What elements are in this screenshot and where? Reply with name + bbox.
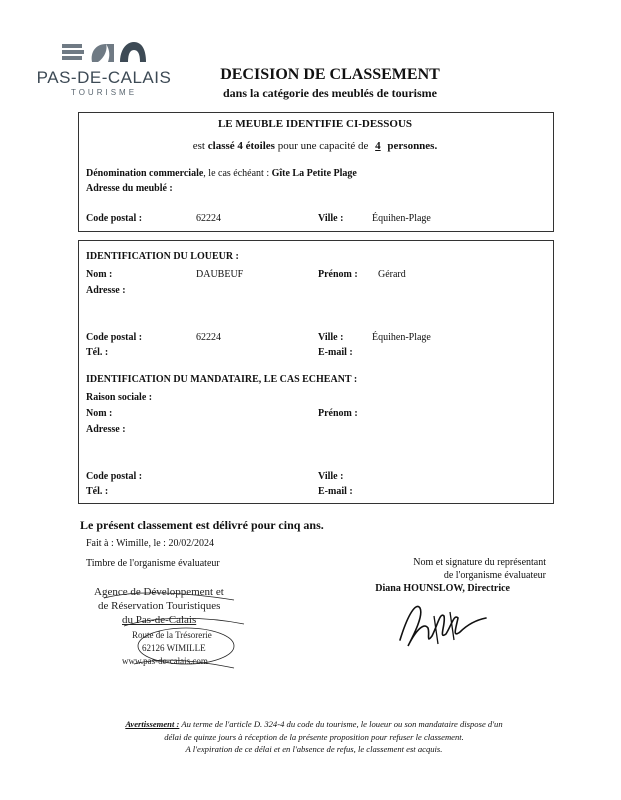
loueur-prenom-value: Gérard bbox=[378, 269, 406, 280]
loueur-nom-value: DAUBEUF bbox=[196, 269, 244, 280]
classement-mid: pour une capacité de bbox=[277, 140, 369, 152]
validity-statement: Le présent classement est délivré pour cinq ans. bbox=[80, 518, 324, 532]
mandataire-email-label: E-mail : bbox=[318, 486, 353, 497]
loueur-email-label: E-mail : bbox=[318, 347, 353, 358]
mandataire-code-postal-label: Code postal : bbox=[86, 471, 143, 482]
denomination-hint: , le cas échéant : bbox=[203, 168, 270, 179]
stamp-line-1: Agence de Développement et bbox=[94, 586, 224, 598]
mandataire-heading: IDENTIFICATION DU MANDATAIRE, LE CAS ECHEANT : bbox=[86, 374, 358, 385]
mandataire-adresse-label: Adresse : bbox=[86, 424, 126, 435]
meuble-code-postal-label: Code postal : bbox=[86, 213, 143, 224]
warning-notice bbox=[74, 718, 554, 756]
signature-caption-2: de l'organisme évaluateur bbox=[443, 570, 546, 581]
loueur-code-postal-value: 62224 bbox=[196, 332, 221, 343]
meuble-code-postal-value: 62224 bbox=[196, 213, 221, 224]
classement-prefix: est bbox=[192, 140, 205, 152]
logo-subtitle: TOURISME bbox=[70, 88, 138, 97]
loueur-adresse-label: Adresse : bbox=[86, 285, 126, 296]
denomination-label: Dénomination commerciale bbox=[86, 168, 204, 179]
classement-stars: classé 4 étoiles bbox=[207, 140, 275, 152]
denomination-line bbox=[86, 168, 546, 179]
warning-line-2: délai de quinze jours à réception de la présente proposition pour refuser le classement. bbox=[164, 731, 464, 742]
meuble-ville-value: Équihen-Plage bbox=[372, 213, 431, 224]
stamp-line-2: de Réservation Touristiques bbox=[98, 600, 221, 612]
mandataire-nom-label: Nom : bbox=[86, 408, 113, 419]
identification-section bbox=[78, 240, 554, 504]
meuble-heading: LE MEUBLE IDENTIFIE CI-DESSOUS bbox=[217, 118, 413, 130]
loueur-prenom-label: Prénom : bbox=[318, 269, 358, 280]
loueur-tel-label: Tél. : bbox=[86, 347, 109, 358]
loueur-nom-label: Nom : bbox=[86, 269, 113, 280]
signatory-name: Diana HOUNSLOW, Directrice bbox=[375, 583, 510, 594]
stamp-line-5: 62126 WIMILLE bbox=[142, 643, 206, 653]
classement-suffix: personnes. bbox=[387, 140, 438, 152]
stamp-line-4: Route de la Trésorerie bbox=[132, 630, 212, 640]
loueur-ville-label: Ville : bbox=[318, 332, 344, 343]
document-subtitle: dans la catégorie des meublés de tourisme bbox=[223, 86, 437, 100]
timbre-label: Timbre de l'organisme évaluateur bbox=[86, 558, 220, 569]
pas-de-calais-logo-icon bbox=[60, 40, 150, 66]
meuble-ville-label: Ville : bbox=[318, 213, 344, 224]
organisation-stamp bbox=[94, 586, 264, 680]
mandataire-tel-label: Tél. : bbox=[86, 486, 109, 497]
classement-line bbox=[78, 140, 552, 152]
fait-a-line: Fait à : Wimille, le : 20/02/2024 bbox=[86, 538, 215, 549]
logo-name: PAS-DE-CALAIS bbox=[36, 68, 172, 87]
loueur-heading: IDENTIFICATION DU LOUEUR : bbox=[86, 251, 239, 262]
meuble-adresse-label: Adresse du meublé : bbox=[86, 183, 173, 194]
stamp-scribble-icon bbox=[94, 586, 264, 680]
warning-line-1: Au terme de l'article D. 324-4 du code du tourisme, le loueur ou son mandataire dispose d'un bbox=[181, 719, 503, 729]
handwritten-signature-icon bbox=[394, 594, 494, 654]
mandataire-ville-label: Ville : bbox=[318, 471, 344, 482]
loueur-code-postal-label: Code postal : bbox=[86, 332, 143, 343]
capacity-value: 4 bbox=[375, 140, 381, 152]
document-title: DECISION DE CLASSEMENT bbox=[220, 66, 440, 83]
warning-label: Avertissement : bbox=[125, 719, 180, 729]
loueur-ville-value: Équihen-Plage bbox=[372, 332, 431, 343]
stamp-line-6: www.pas-de-calais.com bbox=[122, 656, 208, 666]
mandataire-prenom-label: Prénom : bbox=[318, 408, 358, 419]
warning-line-3: A l'expiration de ce délai et en l'absence de refus, le classement est acquis. bbox=[185, 744, 443, 754]
signature-caption-1: Nom et signature du représentant bbox=[413, 557, 546, 568]
denomination-value: Gîte La Petite Plage bbox=[271, 168, 357, 179]
stamp-line-3: du Pas-de-Calais bbox=[122, 614, 197, 626]
mandataire-raison-label: Raison sociale : bbox=[86, 392, 153, 403]
